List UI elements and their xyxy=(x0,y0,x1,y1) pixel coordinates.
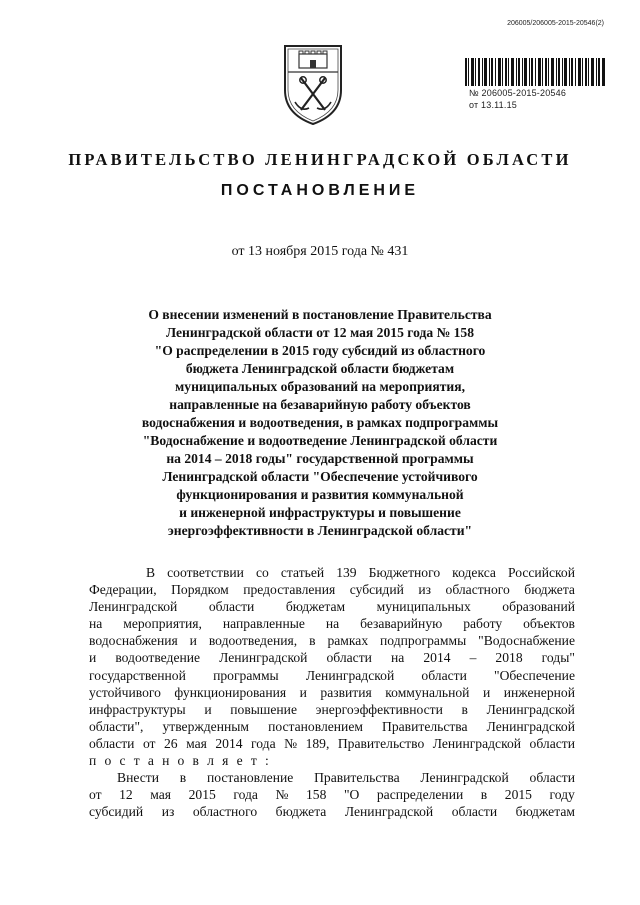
document-type: ПОСТАНОВЛЕНИЕ xyxy=(220,182,420,199)
body-line: государственной программы Ленинградской области "Обеспечение xyxy=(89,667,575,683)
title-line: функционирования и развития коммунальной xyxy=(176,487,464,502)
body-line: области", утвержденным постановлением Правительства Ленинградской xyxy=(89,718,575,734)
title-line: О внесении изменений в постановление Правительства xyxy=(148,307,492,322)
title-line: бюджета Ленинградской области бюджетам xyxy=(185,361,455,376)
document-body xyxy=(89,564,575,820)
body-line: от 12 мая 2015 года № 158 "О распределении в 2015 году xyxy=(89,787,575,803)
body-line: Федерации, Порядком предоставления субсидий из областного бюджета xyxy=(89,582,575,598)
body-line: на мероприятия, направленные на безаварийную работу объектов xyxy=(89,616,575,632)
body-line-resolves: п о с т а н о в л я е т : xyxy=(89,753,272,769)
coat-of-arms-emblem xyxy=(281,42,345,128)
body-line: водоснабжения и водоотведения, в рамках подпрограммы "Водоснабжение xyxy=(89,633,575,649)
registration-number: № 206005-2015-20546 xyxy=(469,88,567,98)
body-line: субсидий из областного бюджета Ленинградской области бюджетам xyxy=(89,804,575,820)
title-line: Ленинградской области от 12 мая 2015 года № 158 xyxy=(165,325,475,340)
issuing-authority: ПРАВИТЕЛЬСТВО ЛЕНИНГРАДСКОЙ ОБЛАСТИ xyxy=(68,150,572,169)
body-line: инфраструктуры и повышение энергоэффективности в Ленинградской xyxy=(89,701,575,717)
title-line: водоснабжения и водоотведения, в рамках подпрограммы xyxy=(141,415,499,430)
body-line: Ленинградской области бюджетам муниципальных образований xyxy=(89,599,575,615)
title-line: Ленинградской области "Обеспечение устойчивого xyxy=(162,469,478,484)
registration-date: от 13.11.15 xyxy=(469,100,517,110)
title-line: "О распределении в 2015 году субсидий из областного xyxy=(154,343,486,358)
title-line: муниципальных образований на мероприятия, xyxy=(175,379,465,394)
body-line: В соответствии со статьей 139 Бюджетного кодекса Российской xyxy=(146,565,575,580)
document-title xyxy=(120,306,520,540)
title-line: "Водоснабжение и водоотведение Ленинградской области xyxy=(142,433,498,448)
body-line: устойчивого функционирования и развития коммунальной и инженерной xyxy=(89,684,575,700)
title-line: энергоэффективности в Ленинградской области" xyxy=(167,523,473,538)
barcode xyxy=(465,58,605,86)
title-line: направленные на безаварийную работу объектов xyxy=(169,397,471,412)
title-line: и инженерной инфраструктуры и повышение xyxy=(179,505,461,520)
title-line: на 2014 – 2018 годы" государственной программы xyxy=(166,451,474,466)
body-line: и водоотведение Ленинградской области на 2014 – 2018 годы" xyxy=(89,650,575,666)
document-date-number: от 13 ноября 2015 года № 431 xyxy=(231,244,409,259)
body-line: области от 26 мая 2014 года № 189, Правительство Ленинградской области xyxy=(89,735,575,751)
body-line: Внести в постановление Правительства Ленинградской области xyxy=(117,770,575,786)
document-reference: 206005/206005-2015-20546(2) xyxy=(507,20,604,27)
